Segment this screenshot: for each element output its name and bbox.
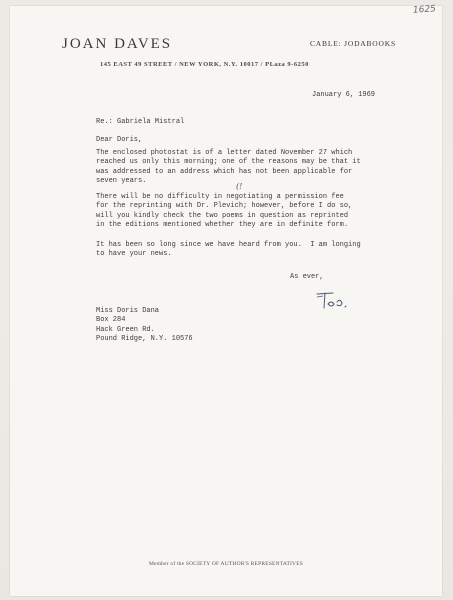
recipient-line: Miss Doris Dana	[96, 307, 160, 315]
recipient-line: Pound Ridge, N.Y. 10576	[96, 334, 193, 343]
letter-date: January 6, 1969	[312, 91, 376, 99]
recipient-line: Box 284	[96, 316, 126, 325]
letter-subject: Re.: Gabriela Mistral	[96, 118, 185, 126]
letter-page	[10, 6, 442, 596]
letter-paragraph-3: It has been so long since we have heard from you. I am longing to have your news.	[96, 241, 361, 259]
handwritten-note: (!	[236, 182, 243, 191]
letterhead-cable: CABLE: JODABOOKS	[310, 39, 396, 48]
letterhead-name: JOAN DAVES	[62, 36, 173, 52]
handwritten-signature	[315, 290, 361, 312]
recipient-line: Hack Green Rd.	[96, 325, 155, 334]
recipient-address	[96, 307, 193, 344]
letter-paragraph-1: The enclosed photostat is of a letter dated November 27 which reached us only this morning; one of the reasons may be that it was addressed to an address which has not been applicable for seven years.	[96, 149, 361, 185]
letter-closing: As ever,	[290, 273, 324, 281]
letter-salutation: Dear Doris,	[96, 136, 143, 144]
letterhead-address: 145 EAST 49 STREET / NEW YORK, N.Y. 10017 / PLaza 9-6250	[100, 61, 309, 68]
archive-number: 1625	[412, 4, 437, 16]
letterhead-footer: Member of the SOCIETY OF AUTHOR'S REPRESENTATIVES	[148, 561, 304, 567]
letter-paragraph-2: There will be no difficulty in negotiating a permission fee for the reprinting with Dr. Plevich; however, before I do so, will you kindly check the two poems in question as reprinted in the editions mentioned whether they are in definite form.	[96, 193, 353, 229]
